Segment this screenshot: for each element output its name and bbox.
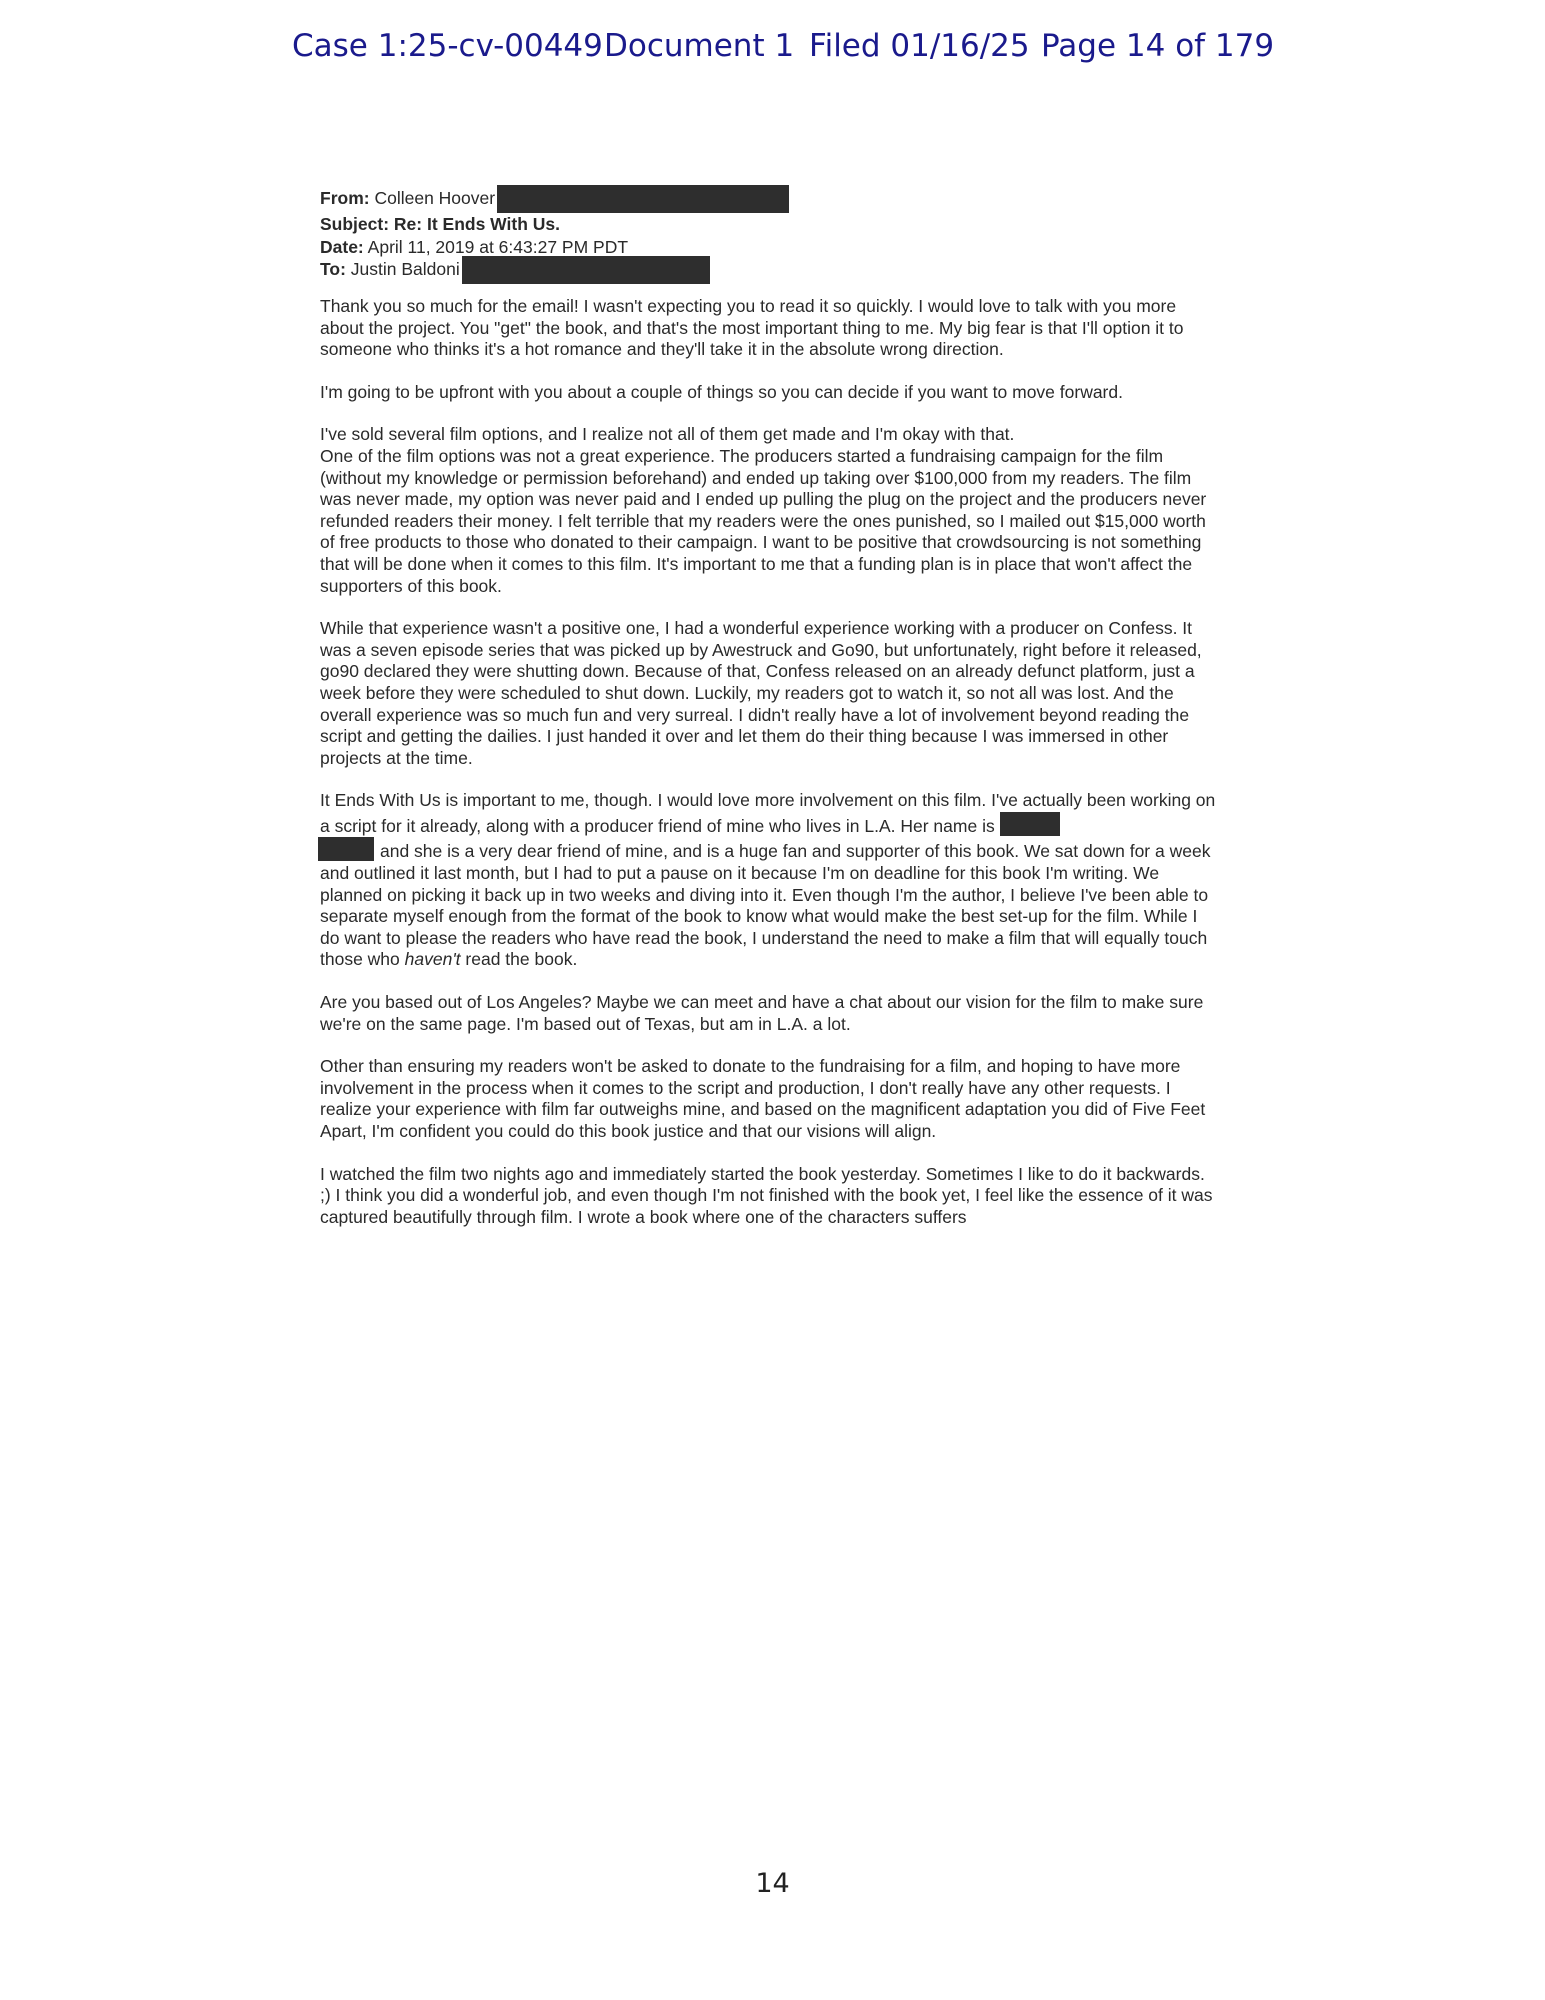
body-paragraph: [320, 790, 1220, 971]
date-line: [320, 236, 1220, 259]
to-label: To:: [320, 259, 346, 279]
body-sentence: It Ends With Us is important to me, though. I would love more involvement on this film. I've actually been working on a script for it already, along with a producer friend of mine who lives in L.A. Her name is: [320, 790, 1216, 836]
body-paragraph: Other than ensuring my readers won't be asked to donate to the fundraising for a film, and hoping to have more involvement in the process when it comes to the script and production, I don't really have any other requests. I realize your experience with film far outweighs mine, and based on the magnificent adaptation you did of Five Feet Apart, I'm confident you could do this book justice and that our visions will align.: [320, 1056, 1206, 1141]
body-sentence: I've sold several film options, and I realize not all of them get made and I'm okay with that.: [320, 424, 1015, 445]
emphasis-text: haven't: [404, 949, 461, 970]
document-number: Document 1: [604, 28, 795, 64]
redaction-box: [318, 837, 374, 861]
body-paragraph: Are you based out of Los Angeles? Maybe we can meet and have a chat about our vision for the film to make sure we're on the same page. I'm based out of Texas, but am in L.A. a lot.: [320, 992, 1204, 1034]
to-line: [320, 258, 1220, 284]
subject-label: Subject:: [320, 214, 390, 234]
date-label: Date:: [320, 236, 364, 257]
page-number: 14: [755, 1868, 790, 1899]
case-header: [0, 28, 1545, 68]
body-sentence: and she is a very dear friend of mine, and is a huge fan and supporter of this book. We sat down for a week and outlined it last month, but I had to put a pause on it because I'm on deadline for this book I'm writing. We planned on picking it back up in two weeks and diving into it. Even though I'm the author, I believe I've been able to separate myself enough from the format of the book to know what would make the best set-up for the film. While I do want to please the readers who have read the book, I understand the need to make a film that will equally touch those who: [320, 841, 1211, 970]
email-headers: [320, 187, 1220, 284]
body-sentence: read the book.: [465, 949, 578, 970]
from-line: [320, 187, 1220, 213]
body-paragraph: I'm going to be upfront with you about a couple of things so you can decide if you want to move forward.: [320, 381, 1123, 402]
redaction-box: [1000, 812, 1060, 836]
date-value: April 11, 2019 at 6:43:27 PM PDT: [367, 236, 629, 257]
email-exhibit: [320, 187, 1220, 1249]
body-paragraph: I watched the film two nights ago and immediately started the book yesterday. Sometimes I like to do it backwards. ;) I think you did a wonderful job, and even though I'm not finished with the book yet, I feel like the essence of it was captured beautifully through film. I wrote a book where one of the characters suffers: [320, 1163, 1213, 1227]
to-value: Justin Baldoni: [350, 259, 460, 279]
from-label: From:: [320, 188, 370, 208]
redaction-box: [462, 256, 710, 284]
subject-value: Re: It Ends With Us.: [393, 214, 561, 234]
body-paragraph: Thank you so much for the email! I wasn't expecting you to read it so quickly. I would love to talk with you more about the project. You "get" the book, and that's the most important thing to me. My big fear is that I'll option it to someone who thinks it's a hot romance and they'll take it in the absolute wrong direction.: [320, 296, 1184, 360]
subject-line: [320, 213, 1220, 236]
redaction-box: [497, 185, 789, 213]
body-sentence: One of the film options was not a great experience. The producers started a fundraising campaign for the film (without my knowledge or permission beforehand) and ended up taking over $100,000 from my readers. The film was never made, my option was never paid and I ended up pulling the plug on the project and the producers never refunded readers their money. I felt terrible that my readers were the ones punished, so I mailed out $15,000 worth of free products to those who donated to their campaign. I want to be positive that crowdsourcing is not something that will be done when it comes to this film. It's important to me that a funding plan is in place that won't affect the supporters of this book.: [320, 445, 1207, 596]
body-paragraph: While that experience wasn't a positive one, I had a wonderful experience working with a producer on Confess. It was a seven episode series that was picked up by Awestruck and Go90, but unfortunately, right before it released, go90 declared they were shutting down. Because of that, Confess released on an already defunct platform, just a week before they were scheduled to shut down. Luckily, my readers got to watch it, so not all was lost. And the overall experience was so much fun and very surreal. I didn't really have a lot of involvement beyond reading the script and getting the dailies. I just handed it over and let them do their thing because I was immersed in other projects at the time.: [320, 618, 1202, 768]
filed-date: Filed 01/16/25: [809, 28, 1030, 64]
from-value: Colleen Hoover: [374, 188, 496, 208]
page-count: Page 14 of 179: [1041, 28, 1275, 64]
case-number: Case 1:25-cv-00449: [292, 28, 603, 64]
body-paragraph: [320, 424, 1220, 597]
